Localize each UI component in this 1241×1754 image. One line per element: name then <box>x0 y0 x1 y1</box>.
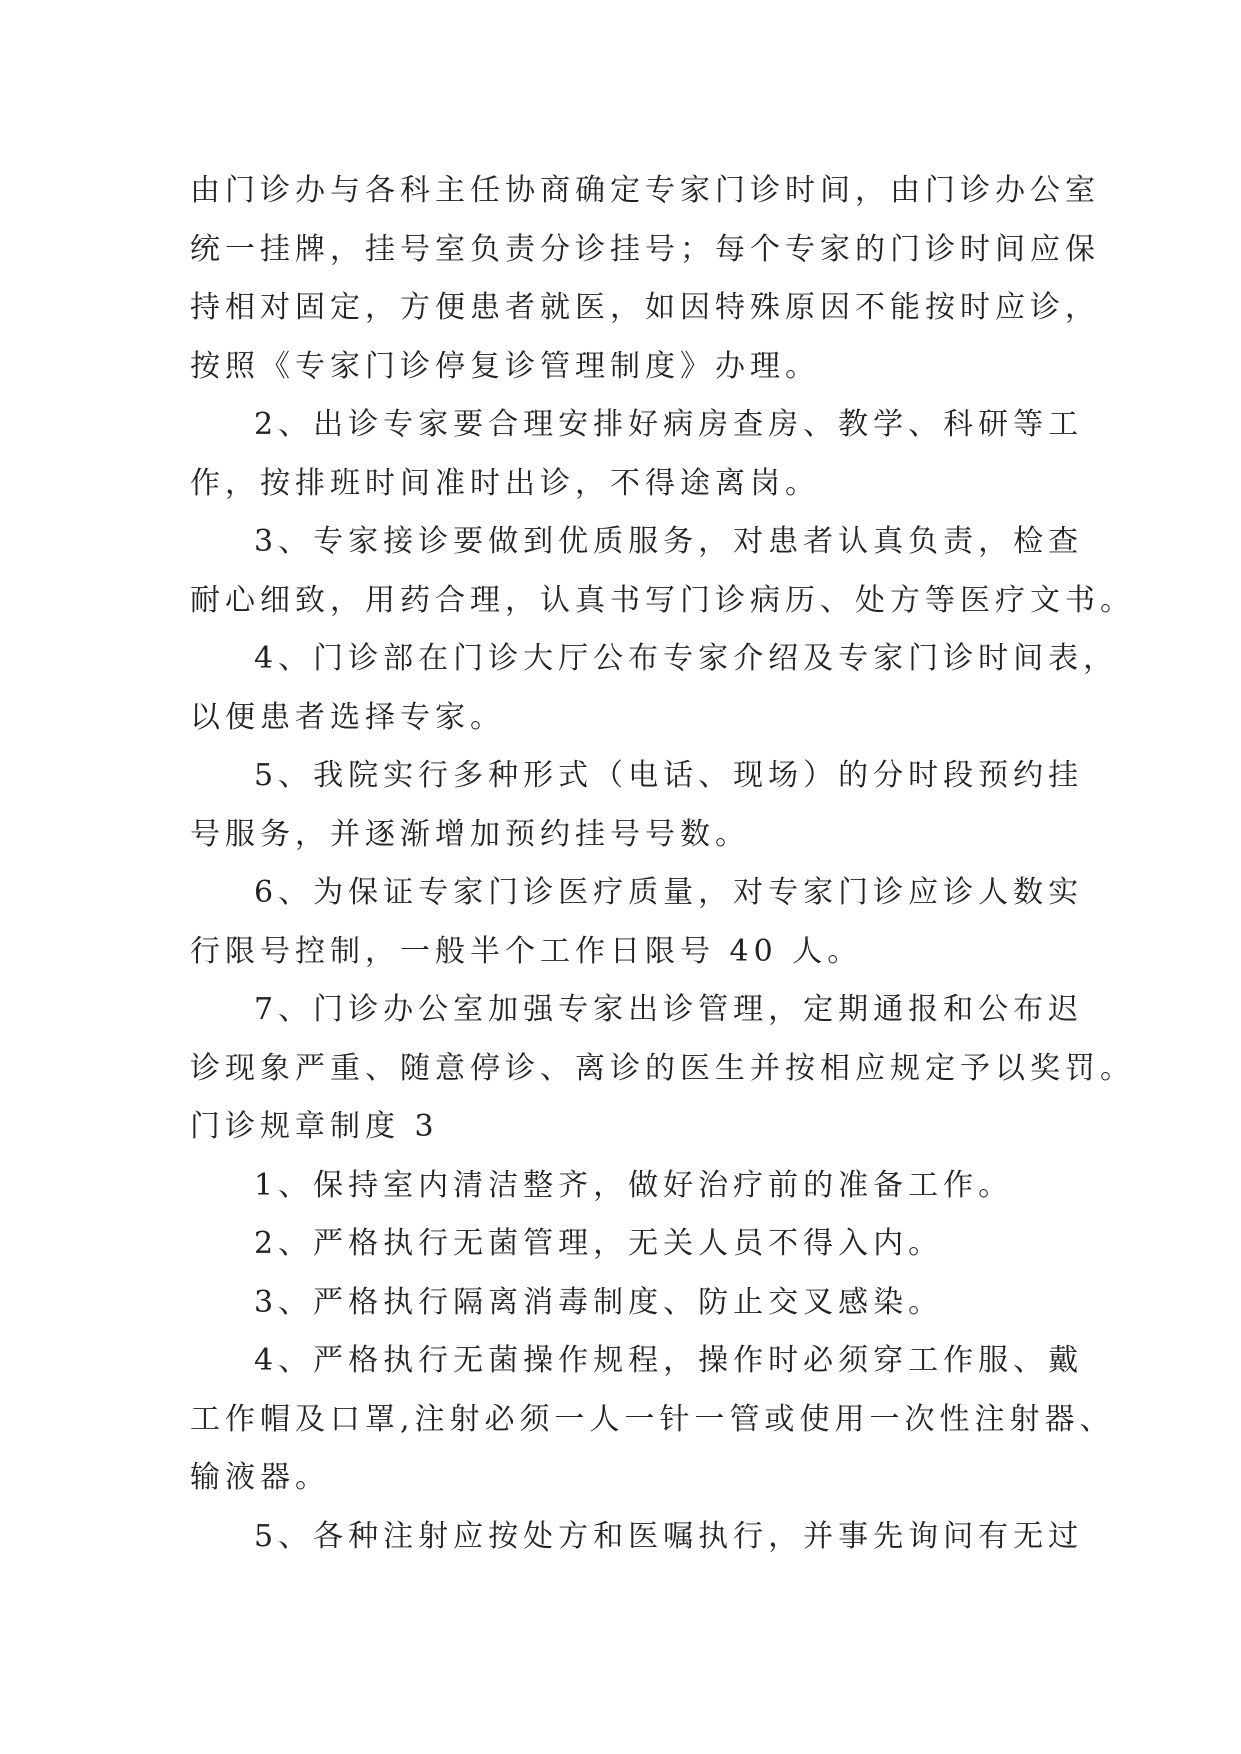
text-line: 诊现象严重、随意停诊、离诊的医生并按相应规定予以奖罚。 <box>190 1050 1135 1086</box>
text-line: 耐心细致，用药合理，认真书写门诊病历、处方等医疗文书。 <box>190 582 1135 618</box>
text-line: 7、门诊办公室加强专家出诊管理，定期通报和公布迟 <box>254 992 1084 1027</box>
text-line: 3、专家接诊要做到优质服务，对患者认真负责，检查 <box>254 524 1084 559</box>
text-line: 按照《专家门诊停复诊管理制度》办理。 <box>190 348 820 384</box>
text-line: 行限号控制，一般半个工作日限号 40 人。 <box>190 933 863 969</box>
document-body <box>190 162 1135 1566</box>
text-line: 输液器。 <box>190 1460 330 1495</box>
section-heading: 门诊规章制度 3 <box>190 1109 439 1144</box>
text-line: 6、为保证专家门诊医疗质量，对专家门诊应诊人数实 <box>254 875 1084 910</box>
text-line: 4、严格执行无菌操作规程，操作时必须穿工作服、戴 <box>254 1343 1084 1378</box>
text-line: 2、严格执行无菌管理，无关人员不得入内。 <box>254 1226 944 1261</box>
text-line: 1、保持室内清洁整齐，做好治疗前的准备工作。 <box>254 1167 1014 1203</box>
text-line: 3、严格执行隔离消毒制度、防止交叉感染。 <box>254 1284 944 1320</box>
text-line: 作，按排班时间准时出诊，不得途离岗。 <box>190 465 820 501</box>
text-line: 4、门诊部在门诊大厅公布专家介绍及专家门诊时间表， <box>254 641 1119 676</box>
text-line: 号服务，并逐渐增加预约挂号号数。 <box>190 816 750 852</box>
text-line: 以便患者选择专家。 <box>190 699 505 735</box>
text-line: 5、各种注射应按处方和医嘱执行，并事先询问有无过 <box>254 1518 1084 1554</box>
text-line: 2、出诊专家要合理安排好病房查房、教学、科研等工 <box>254 407 1084 442</box>
text-line: 由门诊办与各科主任协商确定专家门诊时间，由门诊办公室 <box>190 173 1100 208</box>
text-line: 统一挂牌，挂号室负责分诊挂号；每个专家的门诊时间应保 <box>190 231 1100 267</box>
text-line: 工作帽及口罩,注射必须一人一针一管或使用一次性注射器、 <box>190 1401 1115 1437</box>
text-line: 持相对固定，方便患者就医，如因特殊原因不能按时应诊， <box>190 290 1100 325</box>
text-line: 5、我院实行多种形式（电话、现场）的分时段预约挂 <box>254 758 1084 793</box>
